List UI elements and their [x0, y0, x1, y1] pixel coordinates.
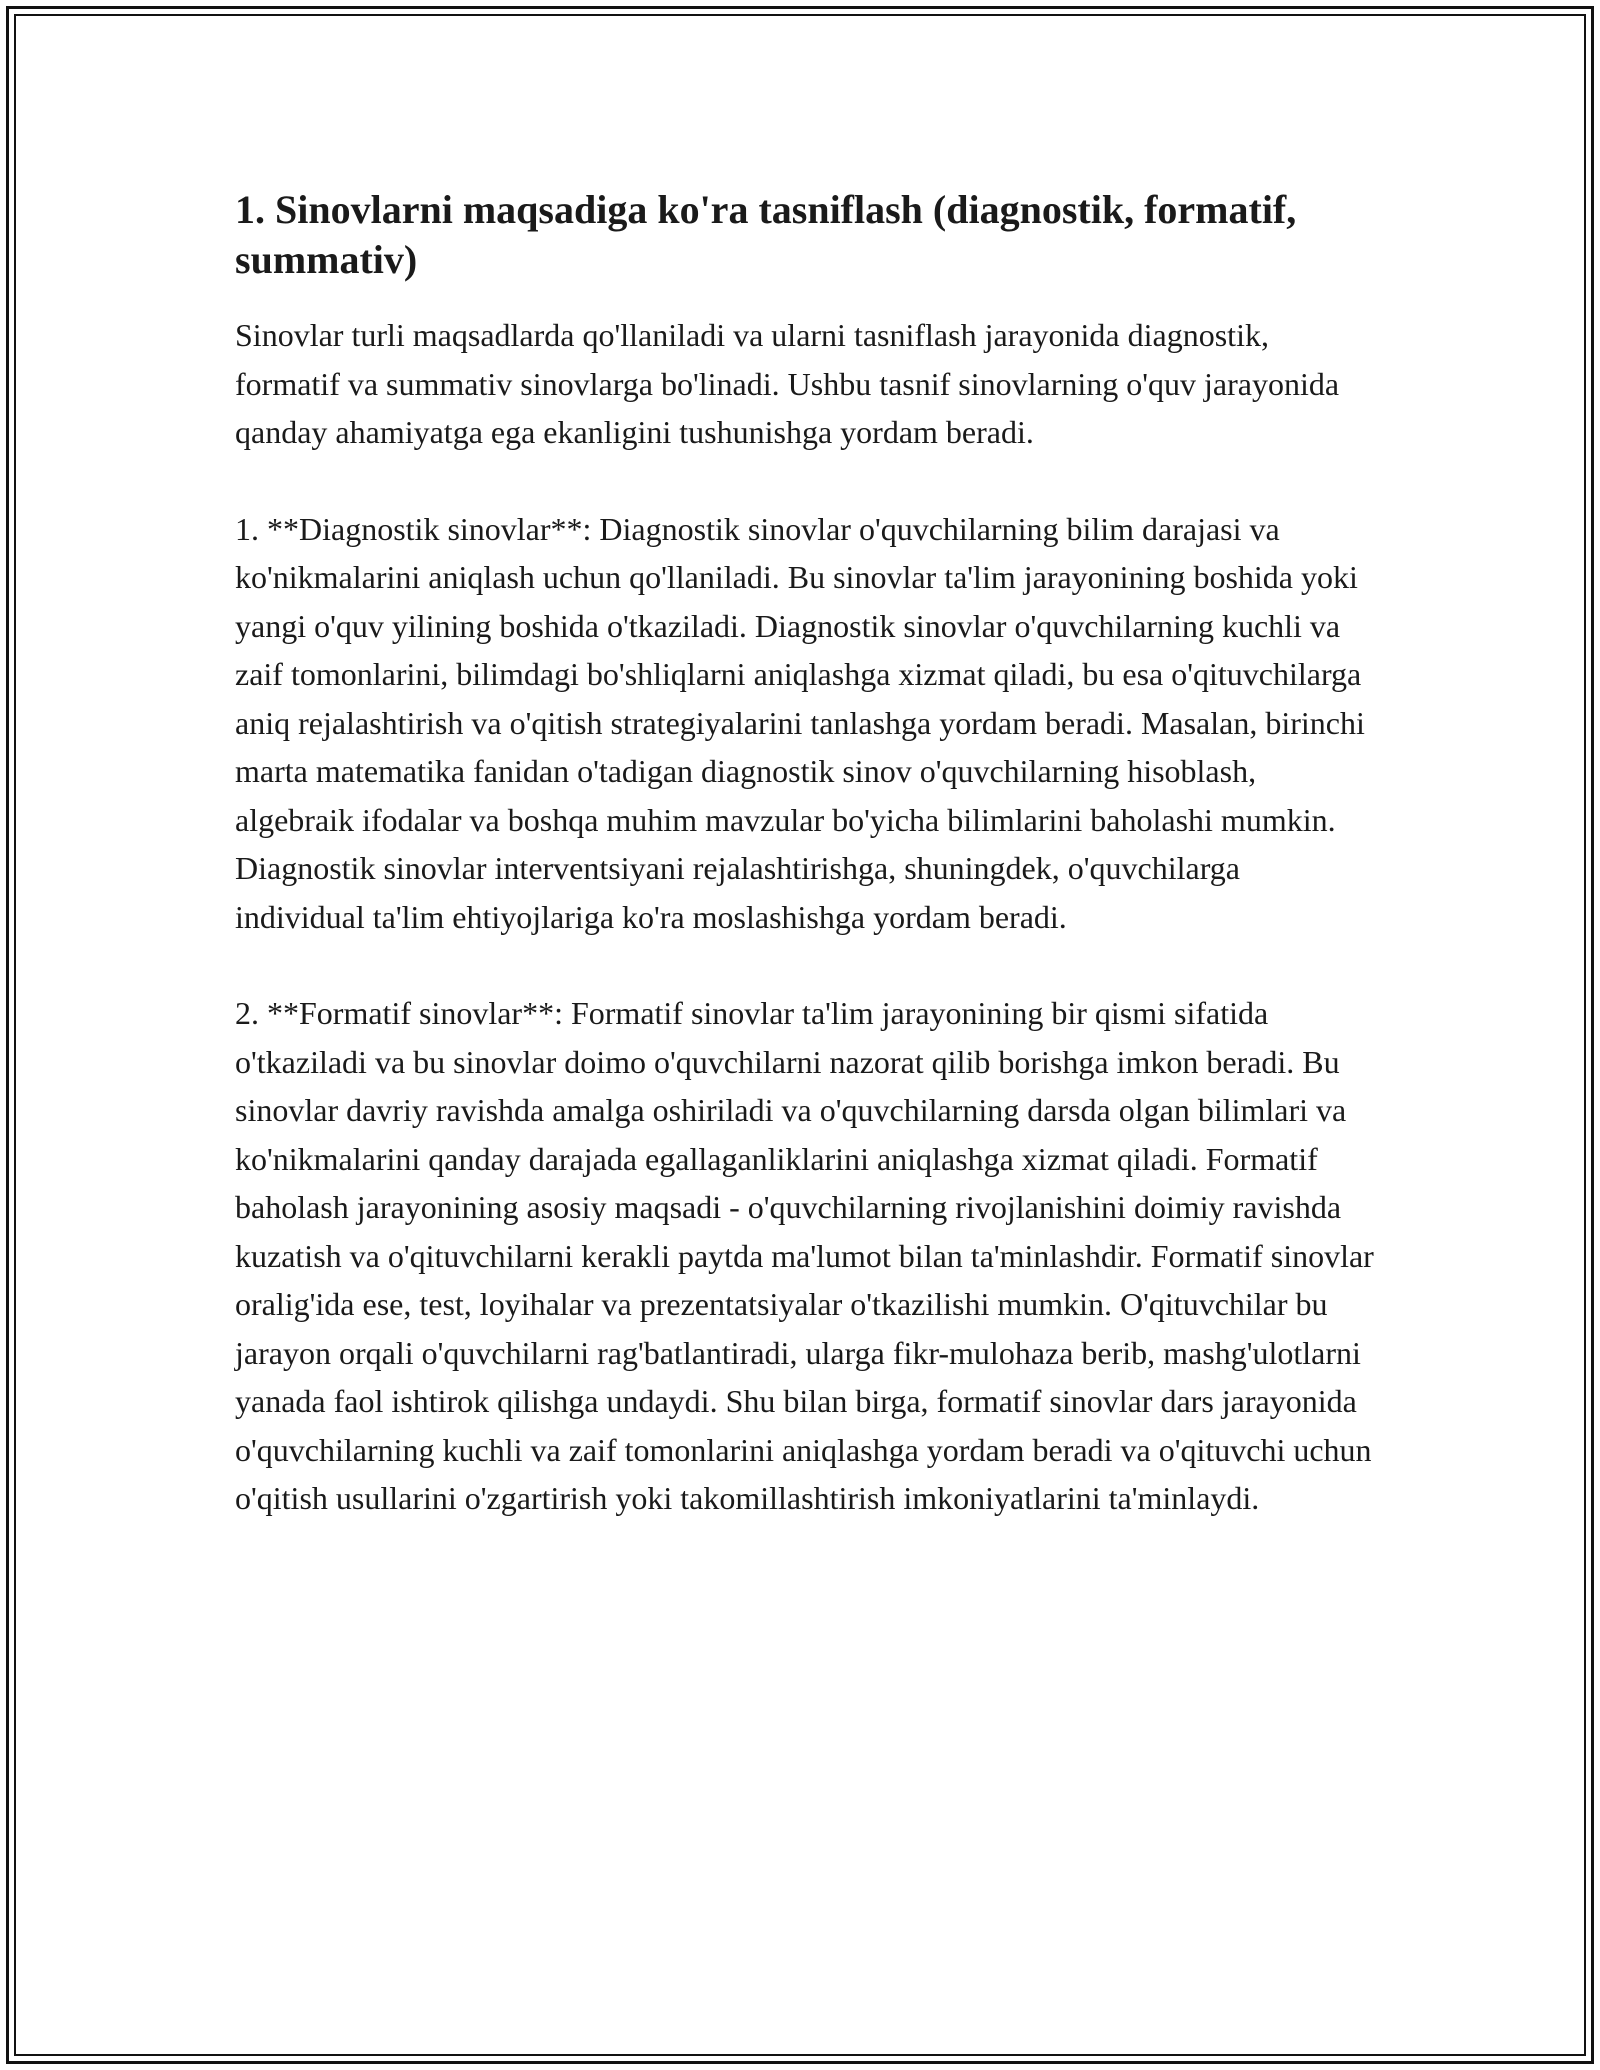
diagnostic-paragraph: 1. **Diagnostik sinovlar**: Diagnostik sinovlar o'quvchilarning bilim darajasi va ko'nikmalarini aniqlash uchun qo'llaniladi. Bu sinovlar ta'lim jarayonining boshida yoki yangi o'quv yilining boshida o'tkaziladi. Diagnostik sinovlar o'quvchilarning kuchli va zaif tomonlarini, bilimdagi bo'shliqlarni aniqlashga xizmat qiladi, bu esa o'qituvchilarga aniq rejalashtirish va o'qitish strategiyalarini tanlashga yordam beradi. Masalan, birinchi marta matematika fanidan o'tadigan diagnostik sinov o'quvchilarning hisoblash, algebraik ifodalar va boshqa muhim mavzular bo'yicha bilimlarini baholashi mumkin. Diagnostik sinovlar interventsiyani rejalashtirishga, shuningdek, o'quvchilarga individual ta'lim ehtiyojlariga ko'ra moslashishga yordam beradi.	[235, 510, 1365, 935]
section-title: 1. Sinovlarni maqsadiga ko'ra tasniflash (diagnostik, formatif, summativ)	[235, 187, 1297, 282]
intro-paragraph: Sinovlar turli maqsadlarda qo'llaniladi va ularni tasniflash jarayonida diagnostik, formatif va summativ sinovlarga bo'linadi. Ushbu tasnif sinovlarning o'quv jarayonida qanday ahamiyatga ega ekanligini tushunishga yordam beradi.	[235, 317, 1340, 450]
document-body	[235, 185, 1375, 1571]
formative-paragraph: 2. **Formatif sinovlar**: Formatif sinovlar ta'lim jarayonining bir qismi sifatida o'tkaziladi va bu sinovlar doimo o'quvchilarni nazorat qilib borishga imkon beradi. Bu sinovlar davriy ravishda amalga oshiriladi va o'quvchilarning darsda olgan bilimlari va ko'nikmalarini qanday darajada egallaganliklarini aniqlashga xizmat qiladi. Formatif baholash jarayonining asosiy maqsadi - o'quvchilarning rivojlanishini doimiy ravishda kuzatish va o'qituvchilarni kerakli paytda ma'lumot bilan ta'minlashdir. Formatif sinovlar oralig'ida ese, test, loyihalar va prezentatsiyalar o'tkazilishi mumkin. O'qituvchilar bu jarayon orqali o'quvchilarni rag'batlantiradi, ularga fikr-mulohaza berib, mashg'ulotlarni yanada faol ishtirok qilishga undaydi. Shu bilan birga, formatif sinovlar dars jarayonida o'quvchilarning kuchli va zaif tomonlarini aniqlashga yordam beradi va o'qituvchi uchun o'qitish usullarini o'zgartirish yoki takomillashtirish imkoniyatlarini ta'minlaydi.	[235, 995, 1374, 1516]
